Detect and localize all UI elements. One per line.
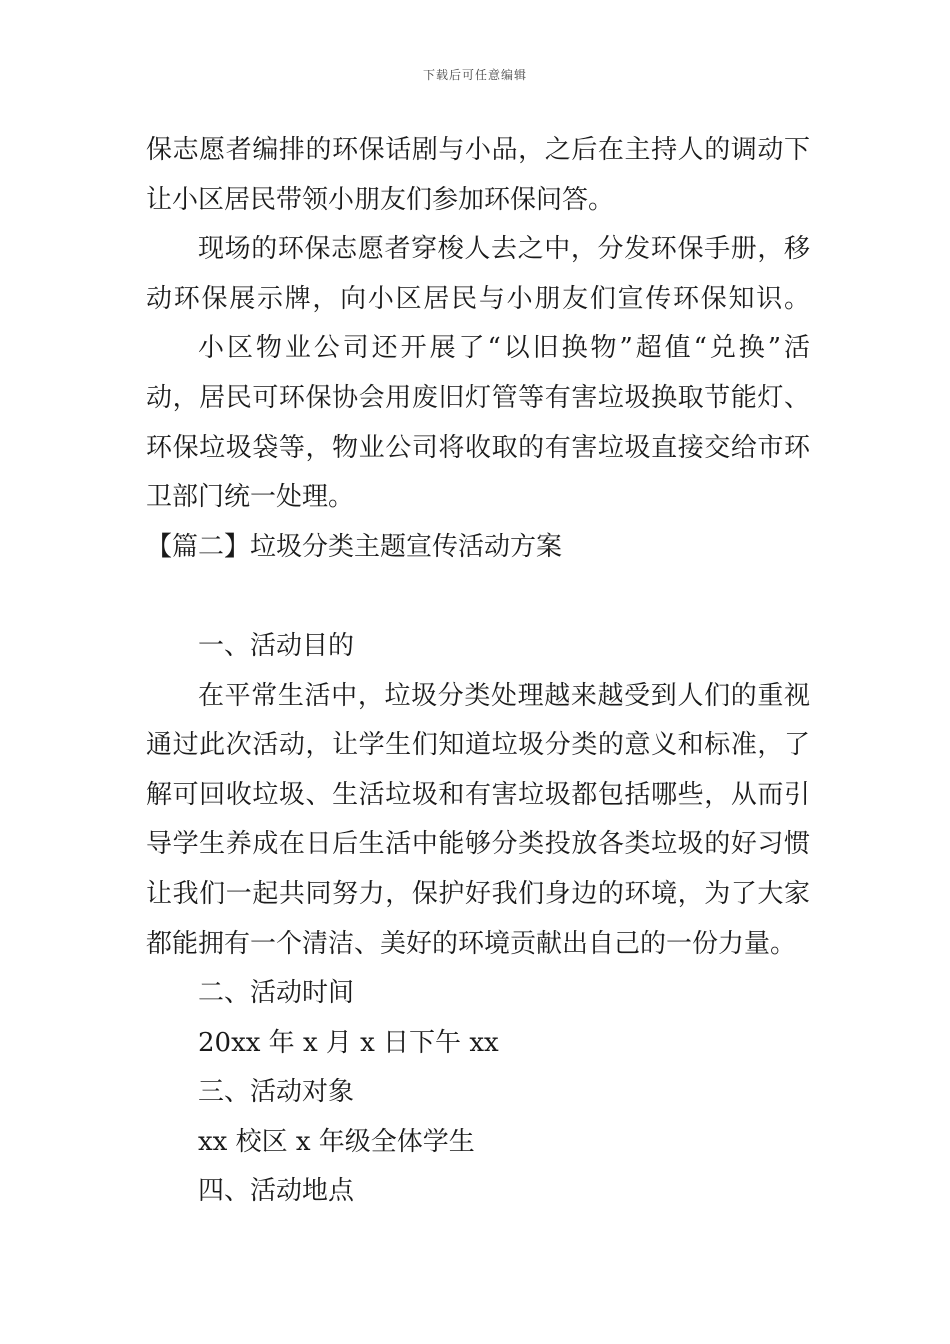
paragraph-line: 动，居民可环保协会用废旧灯管等有害垃圾换取节能灯、 bbox=[146, 382, 810, 413]
paragraph-line: 小区物业公司还开展了“以旧换物”超值“兑换”活 bbox=[198, 333, 810, 364]
paragraph-line: 在平常生活中，垃圾分类处理越来越受到人们的重视 bbox=[198, 680, 810, 711]
paragraph-line: 动环保展示牌，向小区居民与小朋友们宣传环保知识。 bbox=[146, 283, 810, 314]
paragraph-line: 保志愿者编排的环保话剧与小品，之后在主持人的调动下 bbox=[146, 135, 810, 165]
paragraph-line: 解可回收垃圾、生活垃圾和有害垃圾都包括哪些，从而引 bbox=[146, 779, 810, 810]
section-heading: 一、活动目的 bbox=[198, 630, 355, 661]
paragraph-line: 让我们一起共同努力，保护好我们身边的环境，为了大家 bbox=[146, 878, 810, 909]
paragraph-line: 环保垃圾袋等，物业公司将收取的有害垃圾直接交给市环 bbox=[146, 432, 810, 463]
paragraph-line: 现场的环保志愿者穿梭人去之中，分发环保手册，移 bbox=[198, 234, 810, 265]
document-body bbox=[146, 126, 810, 1217]
paragraph-line: xx 校区 x 年级全体学生 bbox=[198, 1126, 475, 1157]
section-heading: 三、活动对象 bbox=[198, 1077, 355, 1108]
blank-line bbox=[146, 572, 810, 622]
paragraph-line: 通过此次活动，让学生们知道垃圾分类的意义和标准，了 bbox=[146, 730, 810, 761]
paragraph-line: 导学生养成在日后生活中能够分类投放各类垃圾的好习惯 bbox=[146, 829, 810, 860]
paragraph-line: 都能拥有一个清洁、美好的环境贡献出自己的一份力量。 bbox=[146, 928, 797, 959]
section-title: 【篇二】垃圾分类主题宣传活动方案 bbox=[146, 531, 563, 562]
paragraph-line: 卫部门统一处理。 bbox=[146, 482, 355, 513]
paragraph-line: 20xx 年 x 月 x 日下午 xx bbox=[198, 1027, 499, 1058]
section-heading: 四、活动地点 bbox=[198, 1176, 355, 1207]
paragraph-line: 让小区居民带领小朋友们参加环保问答。 bbox=[146, 184, 615, 215]
page-header: 下载后可任意编辑 bbox=[422, 68, 527, 82]
section-heading: 二、活动时间 bbox=[198, 978, 355, 1009]
